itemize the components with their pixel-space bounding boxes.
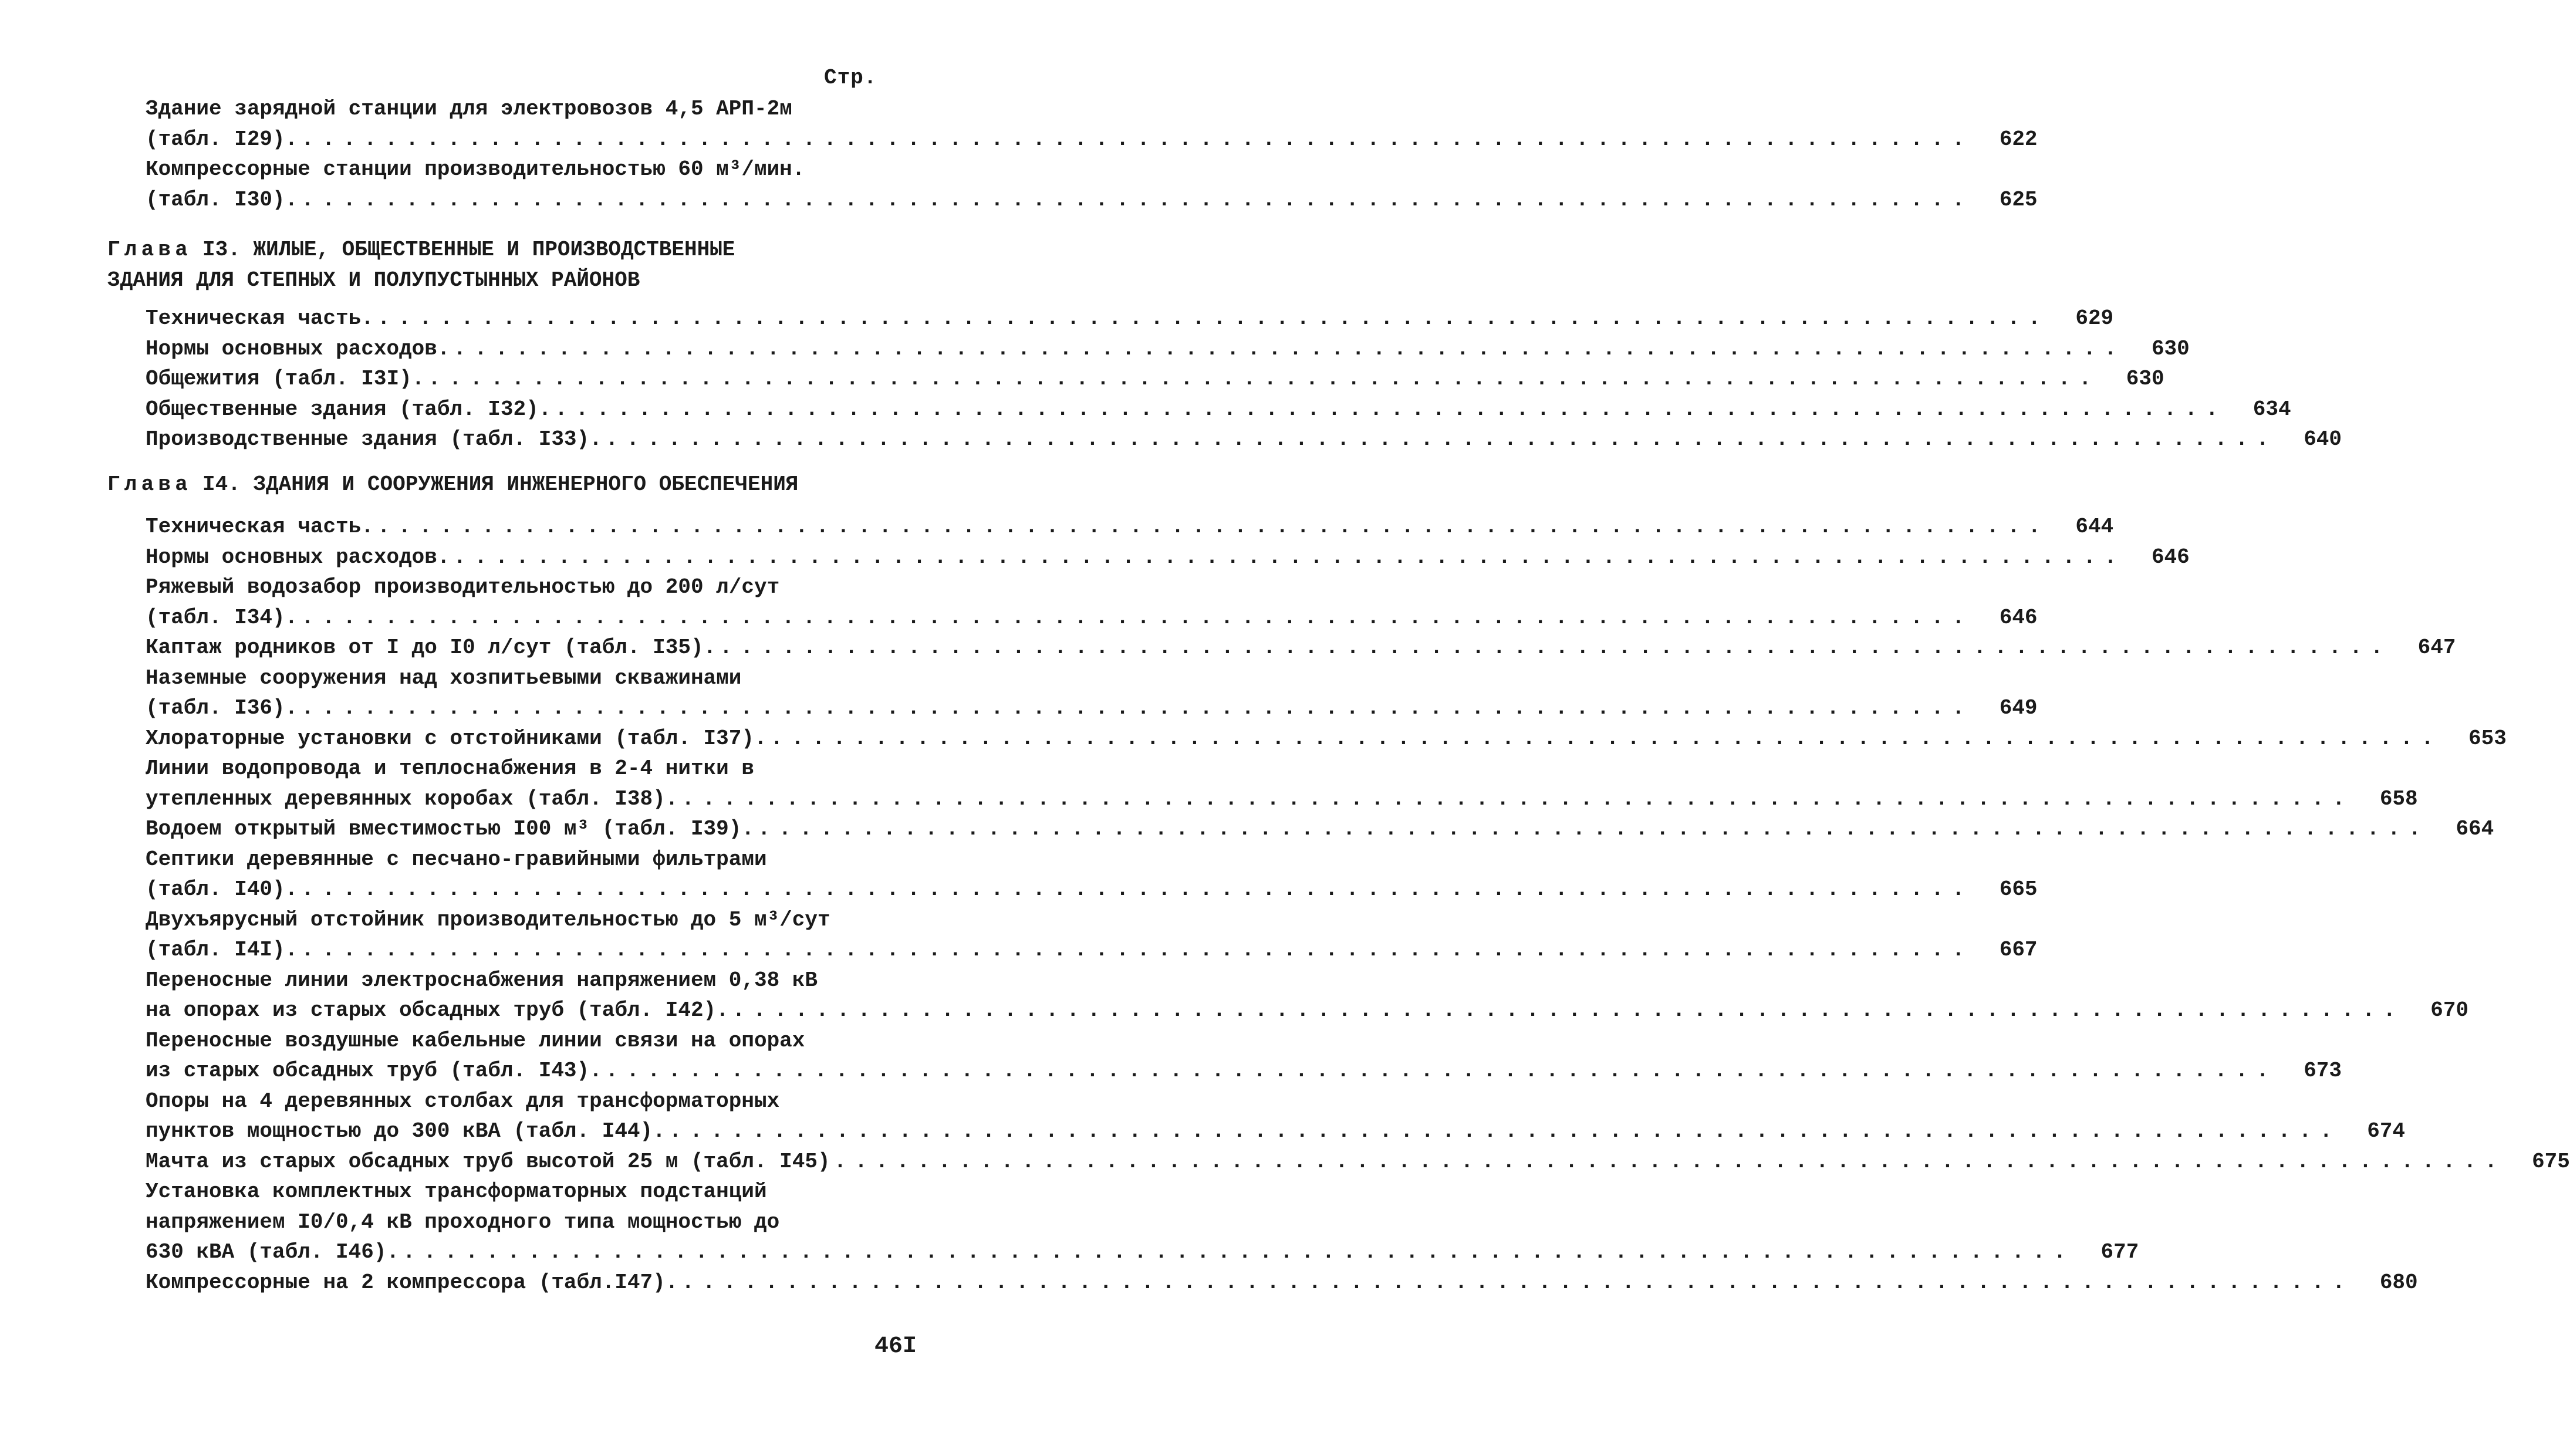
toc-entry: [146, 424, 2342, 455]
dot-leader: ................................................................................: [555, 397, 2227, 421]
toc-entry: [146, 1268, 2418, 1298]
intro-entries: [146, 94, 2038, 215]
dot-leader: ................................................................................: [428, 367, 2100, 391]
toc-entry-text: (табл. I36).: [146, 696, 298, 720]
toc-entry-text: из старых обсадных труб (табл. I43).: [146, 1059, 602, 1083]
toc-entry-final-line: [146, 1056, 2342, 1086]
toc-entry-final-line: [146, 394, 2291, 425]
dot-leader: ................................................................................: [732, 998, 2404, 1022]
toc-page-number: 646: [1999, 605, 2038, 630]
toc-entry: [146, 303, 2114, 334]
toc-page-number: 653: [2468, 726, 2507, 751]
toc-entry-line: Переносные линии электроснабжения напряжением 0,38 кВ: [146, 968, 818, 992]
toc-entry-final-line: [146, 874, 2038, 905]
chapter-13-heading: [107, 235, 735, 296]
toc-entry-text: (табл. I40).: [146, 877, 298, 901]
toc-page-number: 670: [2430, 998, 2469, 1022]
toc-entry-final-line: [146, 512, 2114, 542]
toc-page-number: 622: [1999, 127, 2038, 151]
chapter-14-entries: [146, 512, 2570, 1298]
toc-page-number: 640: [2304, 427, 2342, 451]
toc-page-number: 625: [1999, 187, 2038, 212]
toc-entry-line: Наземные сооружения над хозпитьевыми скважинами: [146, 665, 742, 690]
toc-entry-text: Хлораторные установки с отстойниками (табл. I37).: [146, 726, 767, 751]
toc-page-number: 665: [1999, 877, 2038, 901]
toc-entry-final-line: [146, 995, 2469, 1026]
toc-entry-final-line: [146, 814, 2494, 844]
toc-entry-text: Техническая часть.: [146, 515, 374, 539]
chapter-lead: Глава: [107, 238, 193, 262]
toc-entry-final-line: [146, 935, 2038, 965]
chapter-title-line1: I3. ЖИЛЫЕ, ОБЩЕСТВЕННЫЕ И ПРОИЗВОДСТВЕННЫЕ: [202, 238, 735, 262]
toc-entry-text: пунктов мощностью до 300 кВА (табл. I44).: [146, 1119, 666, 1143]
toc-entry: [146, 542, 2190, 573]
toc-entry-text: утепленных деревянных коробах (табл. I38).: [146, 786, 678, 811]
toc-page-number: 675: [2532, 1149, 2570, 1174]
toc-entry: [146, 512, 2114, 542]
toc-entry-text: 630 кВА (табл. I46).: [146, 1240, 400, 1264]
toc-entry-line: Ряжевый водозабор производительностью до 200 л/сут: [146, 575, 780, 599]
toc-entry-text: Нормы основных расходов.: [146, 545, 450, 569]
dot-leader: ................................................................................: [720, 636, 2392, 660]
toc-entry: [146, 364, 2164, 394]
dot-leader: ................................................................................: [770, 726, 2442, 751]
toc-entry-final-line: [146, 1116, 2406, 1147]
dot-leader: ................................................................................: [403, 1240, 2075, 1264]
toc-entry-final-line: [146, 784, 2418, 815]
toc-entry-line: Септики деревянные с песчано-гравийными фильтрами: [146, 847, 767, 871]
toc-entry: [146, 754, 2418, 814]
toc-entry: [146, 724, 2507, 754]
dot-leader: ................................................................................: [301, 605, 1973, 630]
toc-entry-final-line: [146, 1268, 2418, 1298]
toc-entry-text: Техническая часть.: [146, 306, 374, 330]
toc-page-number: 644: [2075, 515, 2114, 539]
toc-entry-line: Компрессорные станции производительностью 60 м³/мин.: [146, 157, 805, 181]
toc-entry-text: (табл. I29).: [146, 127, 298, 151]
toc-page-number: 629: [2075, 306, 2114, 330]
toc-entry: [146, 633, 2456, 663]
dot-leader: ................................................................................: [833, 1149, 2505, 1174]
toc-entry-text: Нормы основных расходов.: [146, 336, 450, 361]
toc-entry-final-line: [146, 1147, 2570, 1177]
toc-entry-text: (табл. I34).: [146, 605, 298, 630]
dot-leader: ................................................................................: [605, 1059, 2278, 1083]
toc-entry: [146, 154, 2038, 215]
toc-entry: [146, 1026, 2342, 1086]
page-number: 46I: [874, 1333, 917, 1360]
dot-leader: ................................................................................: [301, 938, 1973, 962]
chapter-lead: Глава: [107, 472, 193, 496]
toc-page-number: 658: [2379, 786, 2418, 811]
toc-entry-line: Установка комплектных трансформаторных подстанций: [146, 1180, 767, 1204]
toc-entry-text: Мачта из старых обсадных труб высотой 25 м (табл. I45): [146, 1149, 830, 1174]
toc-entry-text: Общежития (табл. I3I).: [146, 367, 425, 391]
toc-entry-text: (табл. I4I).: [146, 938, 298, 962]
toc-entry-final-line: [146, 633, 2456, 663]
toc-entry-final-line: [146, 364, 2164, 394]
toc-page-number: 677: [2100, 1240, 2139, 1264]
toc-page-number: 646: [2151, 545, 2190, 569]
dot-leader: ................................................................................: [453, 545, 2125, 569]
toc-entry: [146, 572, 2038, 633]
dot-leader: ................................................................................: [301, 696, 1973, 720]
chapter-14-heading: [107, 469, 798, 500]
dot-leader: ................................................................................: [377, 306, 2049, 330]
toc-page-number: 630: [2126, 367, 2164, 391]
toc-entry-final-line: [146, 424, 2342, 455]
toc-entry-final-line: [146, 1237, 2139, 1268]
dot-leader: ................................................................................: [453, 336, 2125, 361]
toc-entry-line: напряжением I0/0,4 кВ проходного типа мощностью до: [146, 1210, 780, 1234]
toc-entry-text: Каптаж родников от I до I0 л/сут (табл. I35).: [146, 636, 717, 660]
toc-page-number: 680: [2379, 1270, 2418, 1295]
toc-entry: [146, 844, 2038, 905]
toc-entry-final-line: [146, 334, 2190, 364]
dot-leader: ................................................................................: [301, 877, 1973, 901]
toc-entry: [146, 1086, 2406, 1147]
toc-entry-text: Водоем открытый вместимостью I00 м³ (табл. I39).: [146, 817, 754, 841]
chapter-title-line1: I4. ЗДАНИЯ И СООРУЖЕНИЯ ИНЖЕНЕРНОГО ОБЕСПЕЧЕНИЯ: [202, 472, 799, 496]
toc-entry-final-line: [146, 693, 2038, 724]
toc-entry-line: Опоры на 4 деревянных столбах для трансформаторных: [146, 1089, 780, 1113]
toc-entry-final-line: [146, 185, 2038, 215]
toc-entry: [146, 965, 2469, 1026]
toc-page-number: 673: [2304, 1059, 2342, 1083]
toc-entry: [146, 1177, 2139, 1268]
toc-entry: [146, 334, 2190, 364]
toc-page-number: 630: [2151, 336, 2190, 361]
toc-page-number: 674: [2367, 1119, 2406, 1143]
toc-entry-final-line: [146, 303, 2114, 334]
toc-page-number: 634: [2252, 397, 2291, 421]
toc-page-number: 664: [2456, 817, 2494, 841]
page-column-label: Стр.: [824, 66, 877, 90]
toc-entry: [146, 394, 2291, 425]
toc-entry: [146, 94, 2038, 154]
chapter-13-entries: [146, 303, 2342, 455]
dot-leader: ................................................................................: [301, 127, 1973, 151]
toc-entry-final-line: [146, 603, 2038, 633]
dot-leader: ................................................................................: [668, 1119, 2341, 1143]
toc-entry-final-line: [146, 124, 2038, 155]
dot-leader: ................................................................................: [605, 427, 2278, 451]
dot-leader: ................................................................................: [681, 786, 2353, 811]
chapter-title-line2: ЗДАНИЯ ДЛЯ СТЕПНЫХ И ПОЛУПУСТЫННЫХ РАЙОНОВ: [107, 268, 640, 292]
toc-entry: [146, 1147, 2570, 1177]
toc-page-number: 667: [1999, 938, 2038, 962]
toc-entry-text: (табл. I30).: [146, 187, 298, 212]
toc-entry-text: на опорах из старых обсадных труб (табл. I42).: [146, 998, 729, 1022]
dot-leader: ................................................................................: [377, 515, 2049, 539]
toc-entry-line: Двухъярусный отстойник производительностью до 5 м³/сут: [146, 907, 830, 932]
toc-entry-text: Общественные здания (табл. I32).: [146, 397, 552, 421]
toc-entry-text: Компрессорные на 2 компрессора (табл.I47).: [146, 1270, 678, 1295]
toc-entry-final-line: [146, 724, 2507, 754]
toc-entry-final-line: [146, 542, 2190, 573]
toc-entry-line: Линии водопровода и теплоснабжения в 2-4 нитки в: [146, 756, 754, 781]
toc-page-number: 649: [1999, 696, 2038, 720]
toc-entry: [146, 814, 2494, 844]
dot-leader: ................................................................................: [681, 1270, 2353, 1295]
dot-leader: ................................................................................: [301, 187, 1973, 212]
toc-entry: [146, 905, 2038, 965]
toc-entry-text: Производственные здания (табл. I33).: [146, 427, 602, 451]
toc-entry: [146, 663, 2038, 724]
toc-page-number: 647: [2417, 636, 2456, 660]
toc-entry-line: Переносные воздушные кабельные линии связи на опорах: [146, 1028, 805, 1053]
toc-entry-line: Здание зарядной станции для электровозов 4,5 АРП-2м: [146, 97, 792, 121]
dot-leader: ................................................................................: [757, 817, 2430, 841]
